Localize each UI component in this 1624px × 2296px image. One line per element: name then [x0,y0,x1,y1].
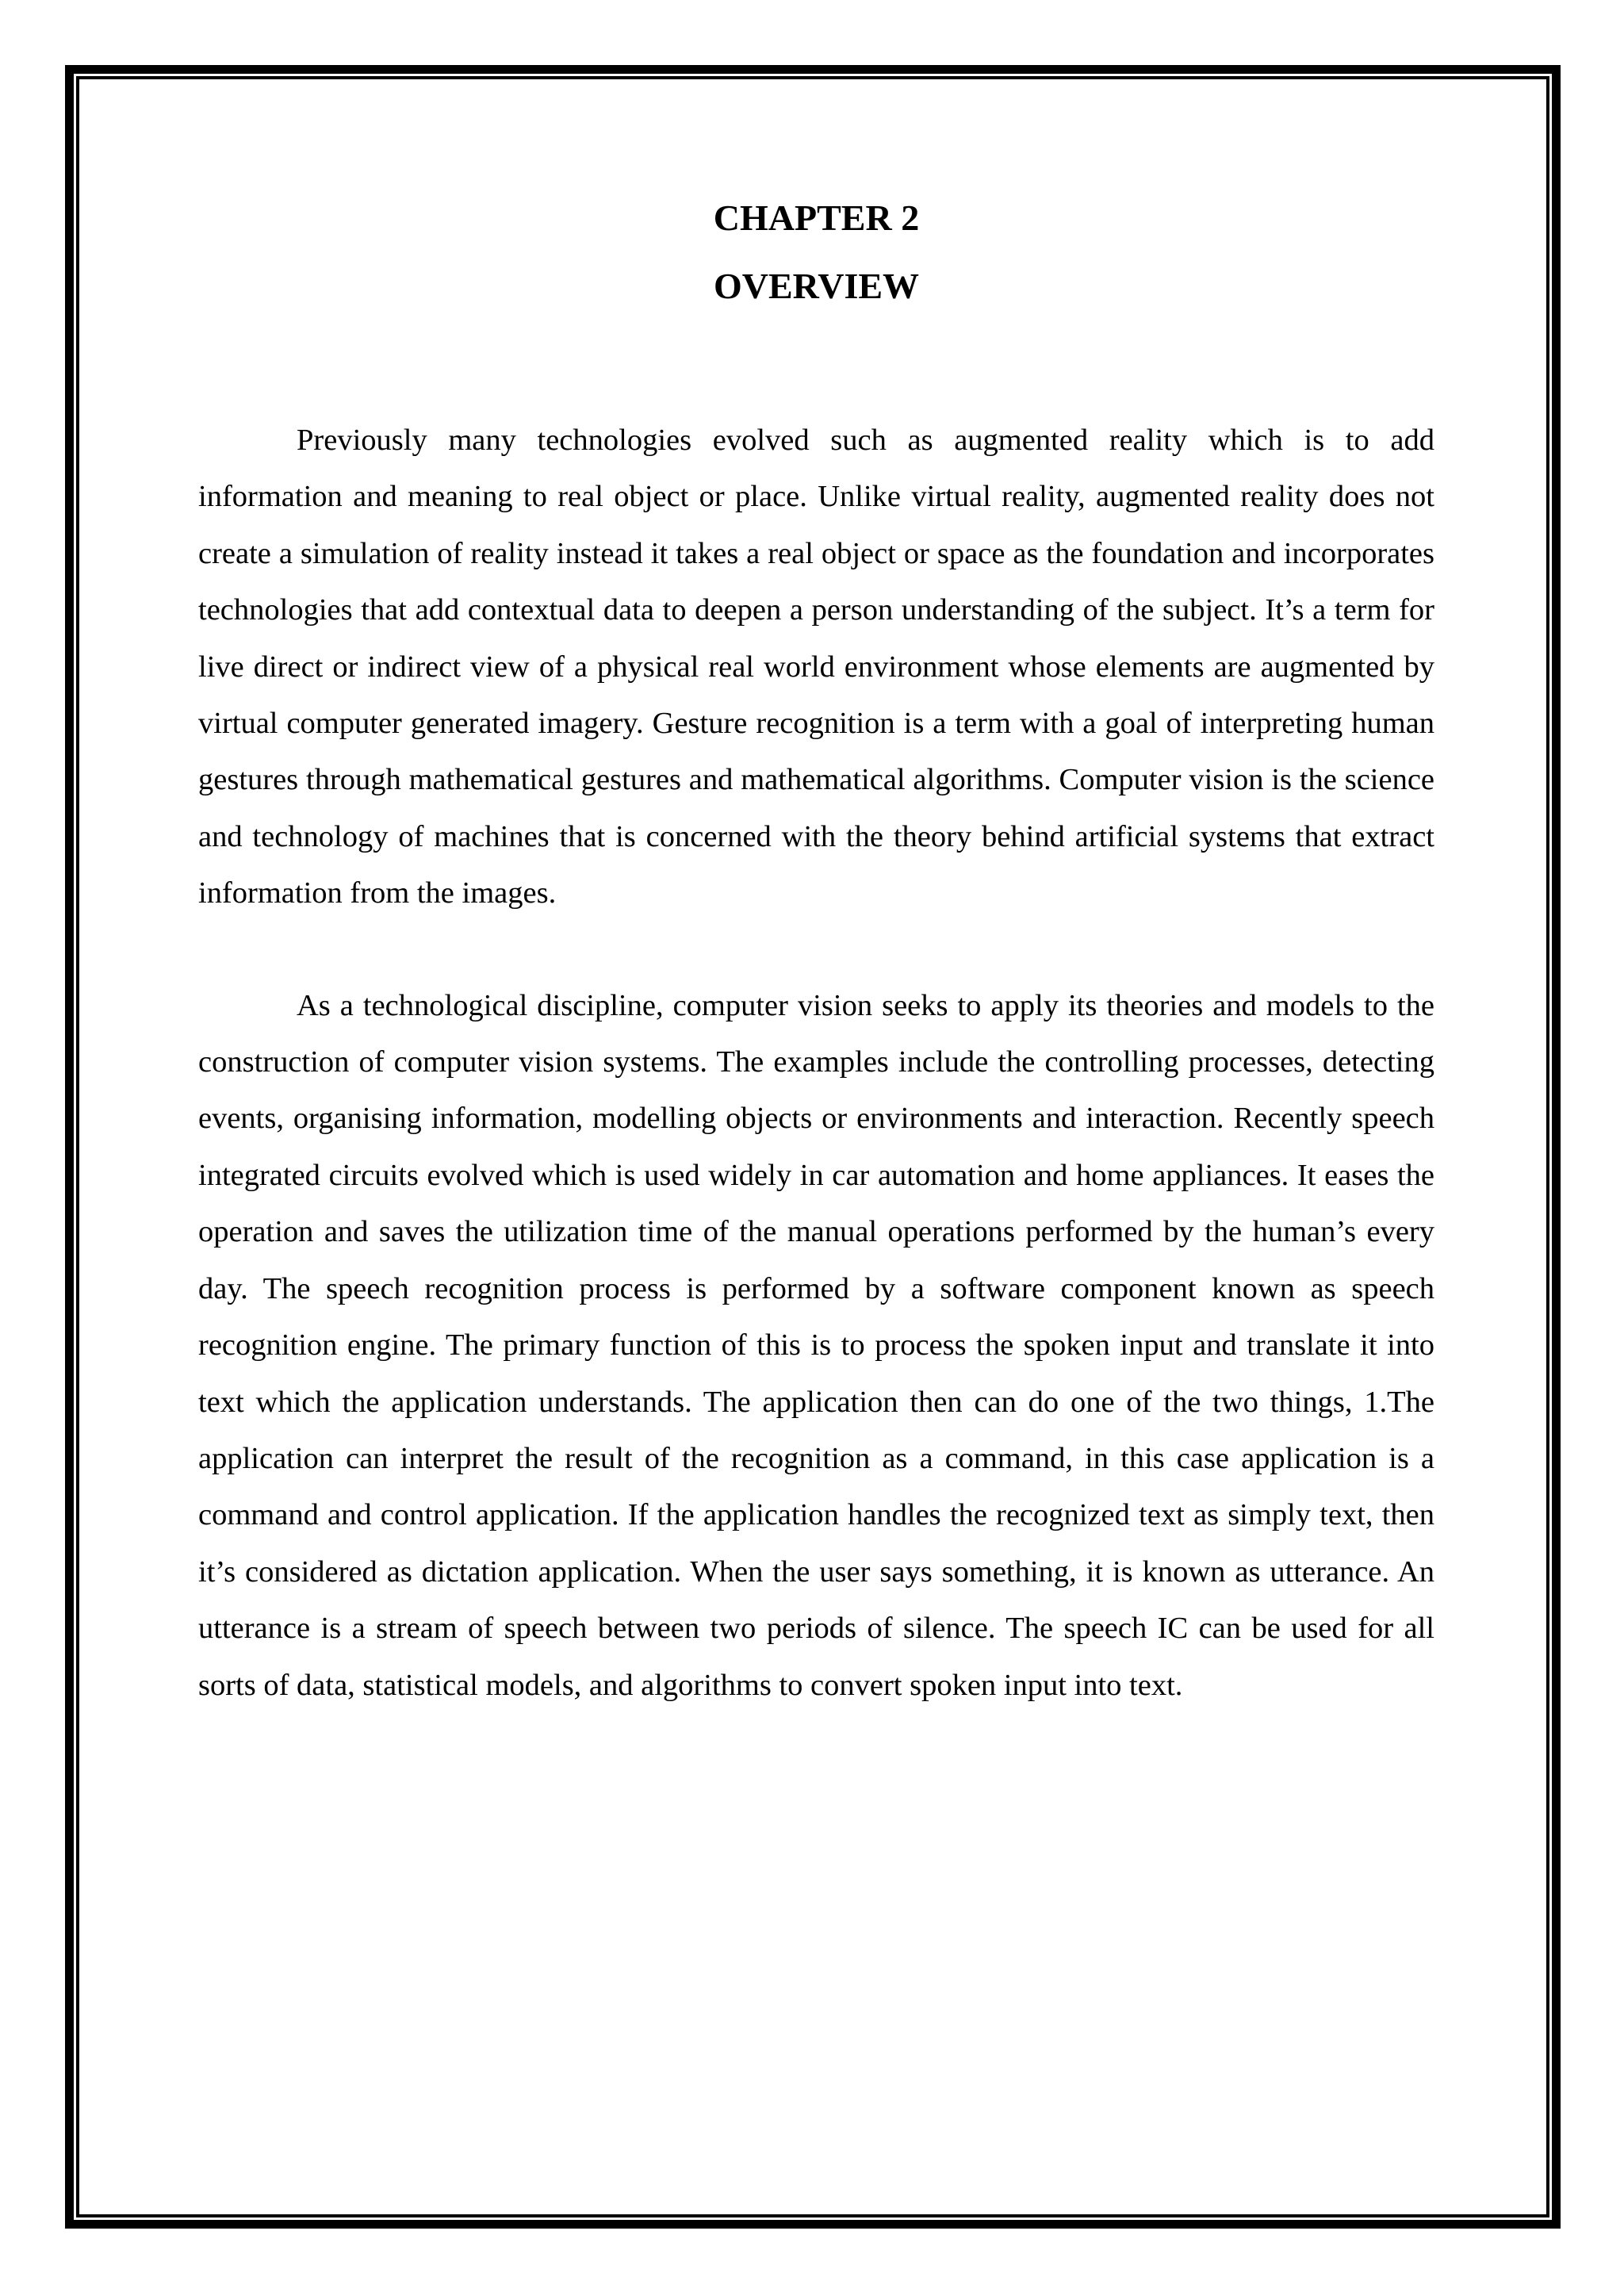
overview-paragraph-2: As a technological discipline, computer vision seeks to apply its theories and models to the construction of computer vision systems. The examples include the controlling processes, detecting events, organising information, modelling objects or environments and interaction. Recently speech integrated circuits evolved which is used widely in car automation and home appliances. It eases the operation and saves the utilization time of the manual operations performed by the human’s every day. The speech recognition process is performed by a software component known as speech recognition engine. The primary function of this is to process the spoken input and translate it into text which the application understands. The application then can do one of the two things, 1.The application can interpret the result of the recognition as a command, in this case application is a command and control application. If the application handles the recognized text as simply text, then it’s considered as dictation application. When the user says something, it is known as utterance. An utterance is a stream of speech between two periods of silence. The speech IC can be used for all sorts of data, statistical models, and algorithms to convert spoken input into text. [198,988,1434,1702]
page-content [198,184,1434,1714]
chapter-number: CHAPTER 2 [713,197,920,238]
chapter-title: OVERVIEW [713,266,920,306]
overview-paragraph-1: Previously many technologies evolved such as augmented reality which is to add information and meaning to real object or place. Unlike virtual reality, augmented reality does not create a simulation of reality instead it takes a real object or space as the foundation and incorporates technologies that add contextual data to deepen a person understanding of the subject. It’s a term for live direct or indirect view of a physical real world environment whose elements are augmented by virtual computer generated imagery. Gesture recognition is a term with a goal of interpreting human gestures through mathematical gestures and mathematical algorithms. Computer vision is the science and technology of machines that is concerned with the theory behind artificial systems that extract information from the images. [198,424,1434,910]
